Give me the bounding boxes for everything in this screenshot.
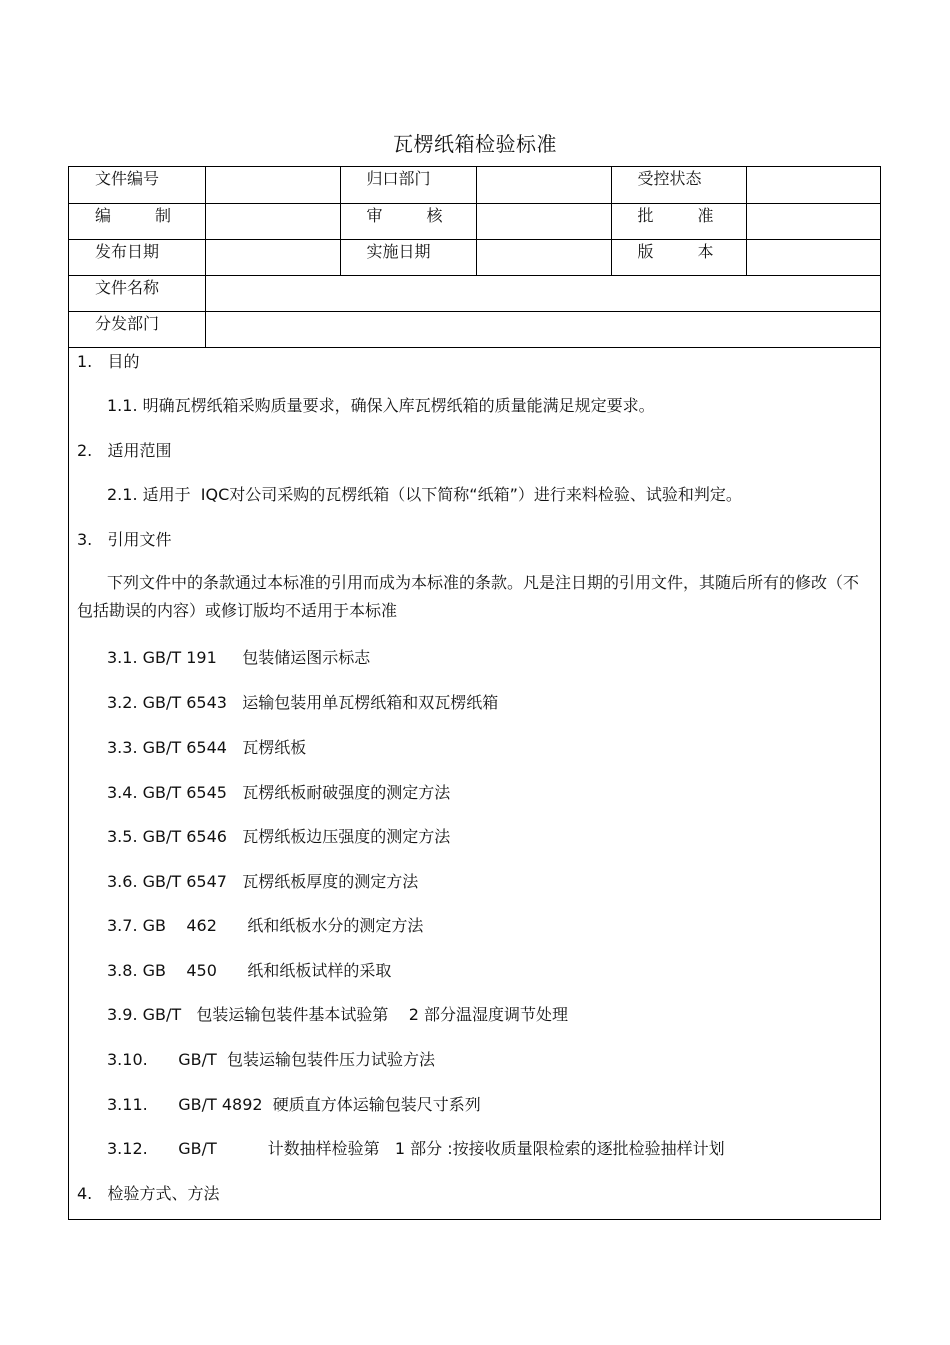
- section-heading: 2. 适用范围: [77, 440, 172, 460]
- distribution-label: 分发部门: [69, 311, 205, 347]
- reference-item: 3.5. GB/T 6546 瓦楞纸板边压强度的测定方法: [107, 826, 451, 846]
- section-paragraph: 下列文件中的条款通过本标准的引用而成为本标准的条款。凡是注日期的引用文件，其随后所有的修改（不包括勘误的内容）或修订版均不适用于本标准: [77, 572, 860, 620]
- reference-item: 3.11. GB/T 4892 硬质直方体运输包装尺寸系列: [107, 1094, 481, 1114]
- effective-date-value: [476, 239, 611, 275]
- approve-value: [746, 203, 880, 239]
- doc-name-value: [205, 275, 880, 311]
- table-row: [69, 203, 880, 239]
- section-item: 2.1. 适用于 IQC对公司采购的瓦楞纸箱（以下简称“纸箱”）进行来料检验、试验和判定。: [107, 484, 742, 504]
- reference-item: 3.1. GB/T 191 包装储运图示标志: [107, 647, 371, 667]
- document-frame: [68, 166, 881, 1220]
- table-row: [69, 311, 880, 347]
- reference-item: 3.7. GB 462 纸和纸板水分的测定方法: [107, 915, 424, 935]
- reference-item: 3.4. GB/T 6545 瓦楞纸板耐破强度的测定方法: [107, 782, 451, 802]
- reference-item: 3.6. GB/T 6547 瓦楞纸板厚度的测定方法: [107, 871, 419, 891]
- status-label: 受控状态: [611, 167, 746, 203]
- compile-value: [205, 203, 340, 239]
- section-item: 1.1. 明确瓦楞纸箱采购质量要求，确保入库瓦楞纸箱的质量能满足规定要求。: [107, 395, 655, 415]
- section-heading: 4. 检验方式、方法: [77, 1183, 220, 1203]
- compile-label: 编 制: [69, 203, 205, 239]
- reference-item: 3.9. GB/T 包装运输包装件基本试验第 2 部分温湿度调节处理: [107, 1004, 569, 1024]
- table-row: [69, 239, 880, 275]
- distribution-value: [205, 311, 880, 347]
- review-label: 审 核: [340, 203, 476, 239]
- document-title: 瓦楞纸箱检验标准: [393, 132, 557, 156]
- reference-item: 3.3. GB/T 6544 瓦楞纸板: [107, 737, 307, 757]
- release-date-value: [205, 239, 340, 275]
- section-heading: 1. 目的: [77, 351, 140, 371]
- effective-date-label: 实施日期: [340, 239, 476, 275]
- reference-item: 3.12. GB/T 计数抽样检验第 1 部分 :按接收质量限检索的逐批检验抽样计划: [107, 1138, 725, 1158]
- doc-no-value: [205, 167, 340, 203]
- dept-label: 归口部门: [340, 167, 476, 203]
- section-heading: 3. 引用文件: [77, 529, 172, 549]
- reference-item: 3.2. GB/T 6543 运输包装用单瓦楞纸箱和双瓦楞纸箱: [107, 692, 499, 712]
- document-info-table: [69, 167, 880, 348]
- reference-item: 3.10. GB/T 包装运输包装件压力试验方法: [107, 1049, 435, 1069]
- dept-value: [476, 167, 611, 203]
- approve-label: 批 准: [611, 203, 746, 239]
- release-date-label: 发布日期: [69, 239, 205, 275]
- version-label: 版 本: [611, 239, 746, 275]
- doc-name-label: 文件名称: [69, 275, 205, 311]
- table-row: [69, 275, 880, 311]
- table-row: [69, 167, 880, 203]
- reference-item: 3.8. GB 450 纸和纸板试样的采取: [107, 960, 392, 980]
- version-value: [746, 239, 880, 275]
- doc-no-label: 文件编号: [69, 167, 205, 203]
- review-value: [476, 203, 611, 239]
- status-value: [746, 167, 880, 203]
